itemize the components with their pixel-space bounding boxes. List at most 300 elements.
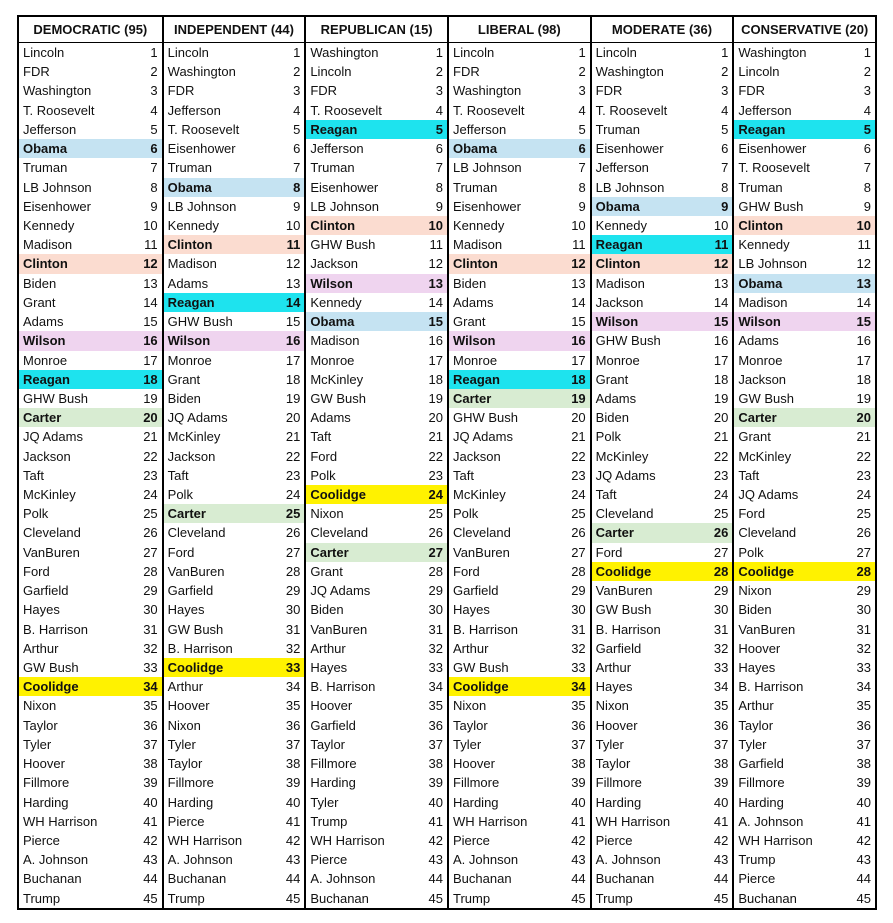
rank-number: 35 (143, 698, 158, 714)
president-name: Coolidge (167, 660, 224, 675)
table-row (592, 562, 733, 581)
president-name: Reagan (453, 371, 500, 387)
table-row (734, 370, 875, 389)
rank-number: 14 (428, 294, 443, 310)
table-row (449, 504, 590, 523)
table-row (306, 178, 447, 197)
president-name: Monroe (453, 352, 498, 368)
president-name: FDR (167, 83, 195, 99)
table-row (449, 735, 590, 754)
president-name: FDR (310, 83, 338, 99)
president-name: Taft (310, 429, 332, 445)
table-row (164, 466, 305, 485)
table-row (306, 101, 447, 120)
table-row (449, 754, 590, 773)
rank-number: 30 (143, 602, 158, 618)
president-name: Clinton (738, 217, 784, 233)
president-name: Lincoln (738, 64, 780, 80)
rank-number: 45 (143, 890, 158, 906)
rank-number: 44 (428, 871, 443, 887)
rank-number: 27 (713, 544, 729, 560)
rank-number: 3 (293, 83, 301, 99)
president-name: Clinton (310, 217, 356, 233)
rank-number: 16 (571, 333, 586, 349)
president-name: McKinley (453, 487, 506, 503)
president-name: B. Harrison (738, 679, 804, 695)
president-name: Eisenhower (310, 179, 379, 195)
table-row (449, 447, 590, 466)
president-name: Lincoln (23, 45, 65, 60)
rank-number: 4 (293, 102, 301, 118)
president-name: Reagan (738, 121, 786, 137)
rank-number: 23 (428, 467, 443, 483)
rank-number: 35 (571, 698, 586, 714)
rank-number: 23 (713, 467, 729, 483)
table-row (164, 773, 305, 792)
president-name: GHW Bush (167, 314, 233, 330)
rank-number: 5 (150, 121, 158, 137)
table-row (306, 639, 447, 658)
rank-number: 25 (143, 506, 158, 522)
president-name: Trump (167, 890, 205, 906)
table-row (19, 254, 162, 273)
president-name: Adams (167, 275, 209, 291)
president-name: Fillmore (23, 775, 70, 791)
table-row (164, 735, 305, 754)
table-row (734, 158, 875, 177)
president-name: Harding (310, 775, 356, 791)
president-name: Coolidge (23, 679, 79, 695)
table-row (164, 178, 305, 197)
rank-number: 38 (143, 756, 158, 772)
table-row (449, 81, 590, 100)
rank-number: 29 (285, 583, 301, 599)
table-row (449, 658, 590, 677)
president-name: Harding (595, 794, 642, 810)
table-row (734, 677, 875, 696)
rank-number: 10 (143, 217, 158, 233)
president-name: Jackson (23, 448, 71, 464)
rank-number: 13 (856, 275, 872, 291)
rank-number: 37 (428, 736, 443, 752)
table-row (449, 773, 590, 792)
table-row (19, 43, 162, 62)
rank-number: 44 (571, 871, 586, 887)
rank-number: 26 (571, 525, 586, 541)
table-row (19, 274, 162, 293)
rank-number: 14 (143, 294, 158, 310)
president-name: Biden (738, 602, 772, 618)
rank-number: 1 (863, 45, 872, 60)
table-row (306, 696, 447, 715)
president-name: JQ Adams (453, 429, 513, 445)
president-name: Arthur (738, 698, 774, 714)
column-0 (19, 17, 162, 908)
president-name: Ford (310, 448, 338, 464)
president-name: GW Bush (23, 660, 79, 675)
rank-number: 29 (428, 583, 443, 599)
rank-number: 44 (856, 871, 872, 887)
rank-number: 3 (578, 83, 586, 99)
president-name: Adams (595, 390, 637, 406)
president-name: VanBuren (167, 563, 225, 579)
rank-number: 28 (713, 563, 729, 579)
rank-number: 37 (285, 736, 301, 752)
president-name: LB Johnson (738, 256, 808, 272)
president-name: Nixon (167, 717, 201, 733)
president-name: Eisenhower (738, 141, 807, 157)
president-name: Adams (310, 410, 351, 426)
rank-number: 3 (863, 83, 872, 99)
rank-number: 27 (856, 544, 872, 560)
rank-number: 40 (856, 794, 872, 810)
rank-number: 6 (435, 141, 443, 157)
table-row (164, 620, 305, 639)
president-name: Tyler (23, 736, 52, 752)
rank-number: 19 (713, 390, 729, 406)
rank-number: 26 (428, 525, 443, 541)
rank-number: 22 (143, 448, 158, 464)
president-name: VanBuren (23, 544, 80, 560)
rank-number: 42 (713, 832, 729, 848)
rank-number: 42 (143, 832, 158, 848)
president-name: Reagan (167, 294, 215, 310)
rank-number: 17 (713, 352, 729, 368)
table-row (306, 427, 447, 446)
table-row (592, 581, 733, 600)
president-name: Jefferson (595, 160, 649, 176)
rank-number: 2 (863, 64, 872, 80)
president-name: Truman (738, 179, 783, 195)
rank-number: 32 (571, 640, 586, 656)
rank-number: 35 (856, 698, 872, 714)
table-row (734, 639, 875, 658)
rank-number: 39 (713, 775, 729, 791)
table-row (164, 62, 305, 81)
table-row (592, 504, 733, 523)
rank-number: 40 (285, 794, 301, 810)
president-name: Garfield (453, 583, 499, 599)
table-row (19, 485, 162, 504)
table-row (592, 773, 733, 792)
table-row (449, 466, 590, 485)
president-name: VanBuren (310, 621, 368, 637)
president-name: GHW Bush (595, 333, 661, 349)
president-name: Kennedy (310, 294, 362, 310)
president-name: FDR (23, 64, 50, 80)
rank-number: 44 (285, 871, 301, 887)
rank-number: 9 (578, 198, 586, 214)
table-row (592, 466, 733, 485)
table-row (306, 216, 447, 235)
column-2 (304, 17, 447, 908)
table-row (449, 716, 590, 735)
table-row (734, 427, 875, 446)
president-name: Fillmore (453, 775, 500, 791)
rank-number: 6 (863, 141, 872, 157)
table-row (734, 504, 875, 523)
rank-number: 1 (293, 45, 301, 60)
table-row (734, 216, 875, 235)
president-name: Harding (167, 794, 214, 810)
rank-number: 29 (143, 583, 158, 599)
table-row (449, 620, 590, 639)
president-name: Jefferson (167, 102, 221, 118)
table-row (734, 889, 875, 908)
table-row (592, 658, 733, 677)
rank-number: 40 (713, 794, 729, 810)
table-row (164, 716, 305, 735)
president-name: Taylor (310, 736, 346, 752)
table-row (449, 812, 590, 831)
rank-number: 6 (721, 141, 729, 157)
rank-number: 33 (571, 660, 586, 675)
table-row (592, 158, 733, 177)
president-name: Cleveland (738, 525, 797, 541)
president-name: JQ Adams (595, 467, 656, 483)
president-name: Garfield (595, 640, 642, 656)
president-name: Pierce (310, 852, 348, 868)
rank-number: 21 (285, 429, 301, 445)
table-row (19, 620, 162, 639)
table-row (592, 408, 733, 427)
table-row (306, 523, 447, 542)
table-row (449, 485, 590, 504)
rank-number: 8 (721, 179, 729, 195)
president-name: Carter (453, 390, 492, 406)
president-name: FDR (595, 83, 623, 99)
rank-number: 32 (428, 640, 443, 656)
president-name: Jefferson (23, 121, 77, 137)
rank-number: 43 (285, 852, 301, 868)
president-name: Monroe (310, 352, 355, 368)
rank-number: 39 (428, 775, 443, 791)
president-name: Trump (23, 890, 61, 906)
rank-number: 44 (143, 871, 158, 887)
president-name: Adams (453, 294, 494, 310)
rank-number: 40 (428, 794, 443, 810)
rank-number: 11 (286, 237, 301, 253)
rank-number: 35 (428, 698, 443, 714)
president-name: Wilson (595, 314, 639, 330)
rank-number: 15 (856, 314, 872, 330)
president-name: Wilson (23, 333, 66, 349)
column-1 (162, 17, 305, 908)
table-row (306, 581, 447, 600)
table-row (306, 485, 447, 504)
president-name: Pierce (23, 832, 60, 848)
president-name: Tyler (453, 736, 482, 752)
rank-number: 25 (285, 506, 301, 522)
president-name: Nixon (310, 506, 344, 522)
table-row (592, 351, 733, 370)
table-row (164, 351, 305, 370)
rank-number: 20 (285, 410, 301, 426)
table-row (734, 773, 875, 792)
president-name: A. Johnson (23, 852, 89, 868)
rank-number: 5 (435, 121, 443, 137)
rank-number: 32 (856, 640, 872, 656)
president-name: Hayes (738, 660, 776, 675)
table-row (592, 81, 733, 100)
table-row (592, 427, 733, 446)
president-name: Madison (595, 275, 645, 291)
rank-number: 1 (721, 45, 729, 60)
table-row (592, 197, 733, 216)
table-row (734, 754, 875, 773)
table-row (164, 120, 305, 139)
table-row (449, 254, 590, 273)
rank-number: 17 (285, 352, 301, 368)
table-row (592, 639, 733, 658)
rank-number: 14 (713, 294, 729, 310)
column-header: LIBERAL (98) (449, 17, 590, 43)
rank-number: 31 (428, 621, 443, 637)
rank-number: 33 (285, 660, 301, 675)
table-row (19, 639, 162, 658)
rank-number: 4 (578, 102, 586, 118)
rank-number: 19 (571, 390, 586, 406)
president-name: Lincoln (595, 45, 637, 60)
president-name: Harding (453, 794, 499, 810)
president-name: Trump (453, 890, 491, 906)
rank-number: 25 (713, 506, 729, 522)
rank-number: 35 (713, 698, 729, 714)
president-name: Buchanan (595, 871, 655, 887)
president-name: T. Roosevelt (310, 102, 382, 118)
rank-number: 41 (428, 813, 443, 829)
president-name: JQ Adams (310, 583, 371, 599)
table-row (164, 696, 305, 715)
table-row (449, 543, 590, 562)
rank-number: 24 (571, 487, 586, 503)
rank-number: 43 (571, 852, 586, 868)
table-row (449, 158, 590, 177)
rank-number: 15 (285, 314, 301, 330)
table-row (734, 139, 875, 158)
president-name: Monroe (738, 352, 783, 368)
president-name: GW Bush (310, 390, 366, 406)
rank-number: 34 (285, 679, 301, 695)
rank-number: 3 (435, 83, 443, 99)
table-row (306, 235, 447, 254)
rank-number: 12 (143, 256, 158, 272)
rank-number: 41 (143, 813, 158, 829)
rank-number: 31 (856, 621, 872, 637)
president-name: Ford (167, 544, 195, 560)
president-name: Arthur (167, 679, 204, 695)
president-name: LB Johnson (595, 179, 665, 195)
rank-number: 33 (143, 660, 158, 675)
president-name: Washington (453, 83, 522, 99)
president-name: GHW Bush (738, 198, 804, 214)
table-row (449, 869, 590, 888)
rank-number: 14 (571, 294, 586, 310)
president-name: Pierce (167, 813, 205, 829)
rank-number: 4 (435, 102, 443, 118)
table-row (19, 178, 162, 197)
rank-number: 14 (285, 294, 301, 310)
table-row (734, 43, 875, 62)
table-row (449, 312, 590, 331)
rank-number: 26 (143, 525, 158, 541)
president-name: Lincoln (310, 64, 352, 80)
rank-number: 36 (143, 717, 158, 733)
president-name: Truman (167, 160, 212, 176)
table-row (164, 850, 305, 869)
rank-number: 16 (713, 333, 729, 349)
table-row (449, 677, 590, 696)
president-name: Jackson (310, 256, 359, 272)
president-name: GW Bush (167, 621, 224, 637)
president-name: A. Johnson (310, 871, 376, 887)
rank-number: 33 (856, 660, 872, 675)
president-name: Trump (738, 852, 776, 868)
table-row (734, 716, 875, 735)
president-name: McKinley (310, 371, 364, 387)
president-name: Buchanan (23, 871, 82, 887)
rank-number: 9 (293, 198, 301, 214)
president-name: A. Johnson (167, 852, 233, 868)
rank-number: 24 (713, 487, 729, 503)
rank-number: 10 (713, 217, 729, 233)
rank-number: 7 (721, 160, 729, 176)
president-name: JQ Adams (167, 410, 228, 426)
rank-number: 30 (856, 602, 872, 618)
rank-number: 29 (571, 583, 586, 599)
table-row (592, 696, 733, 715)
president-name: Adams (738, 333, 779, 349)
table-row (306, 831, 447, 850)
president-name: Nixon (738, 583, 772, 599)
table-row (449, 293, 590, 312)
president-name: Wilson (167, 333, 211, 349)
rank-number: 27 (285, 544, 301, 560)
table-row (449, 408, 590, 427)
president-name: Trump (310, 813, 348, 829)
rank-number: 38 (285, 756, 301, 772)
rank-number: 28 (571, 563, 586, 579)
table-row (734, 197, 875, 216)
president-name: Washington (738, 45, 807, 60)
table-row (592, 312, 733, 331)
president-name: Grant (453, 314, 486, 330)
table-row (592, 62, 733, 81)
president-name: Reagan (23, 371, 70, 387)
president-name: Grant (23, 294, 56, 310)
table-row (306, 447, 447, 466)
table-row (19, 216, 162, 235)
rank-number: 24 (285, 487, 301, 503)
rank-number: 23 (285, 467, 301, 483)
rank-number: 13 (571, 275, 586, 291)
rank-number: 45 (428, 890, 443, 906)
president-name: GW Bush (595, 602, 652, 618)
table-row (19, 139, 162, 158)
president-name: Obama (453, 141, 498, 157)
table-row (592, 889, 733, 908)
table-row (19, 101, 162, 120)
table-row (19, 869, 162, 888)
president-name: Fillmore (595, 775, 642, 791)
rank-number: 9 (435, 198, 443, 214)
column-header: DEMOCRATIC (95) (19, 17, 162, 43)
table-row (19, 677, 162, 696)
president-name: WH Harrison (595, 813, 671, 829)
table-row (449, 178, 590, 197)
table-row (306, 312, 447, 331)
rank-number: 8 (435, 179, 443, 195)
